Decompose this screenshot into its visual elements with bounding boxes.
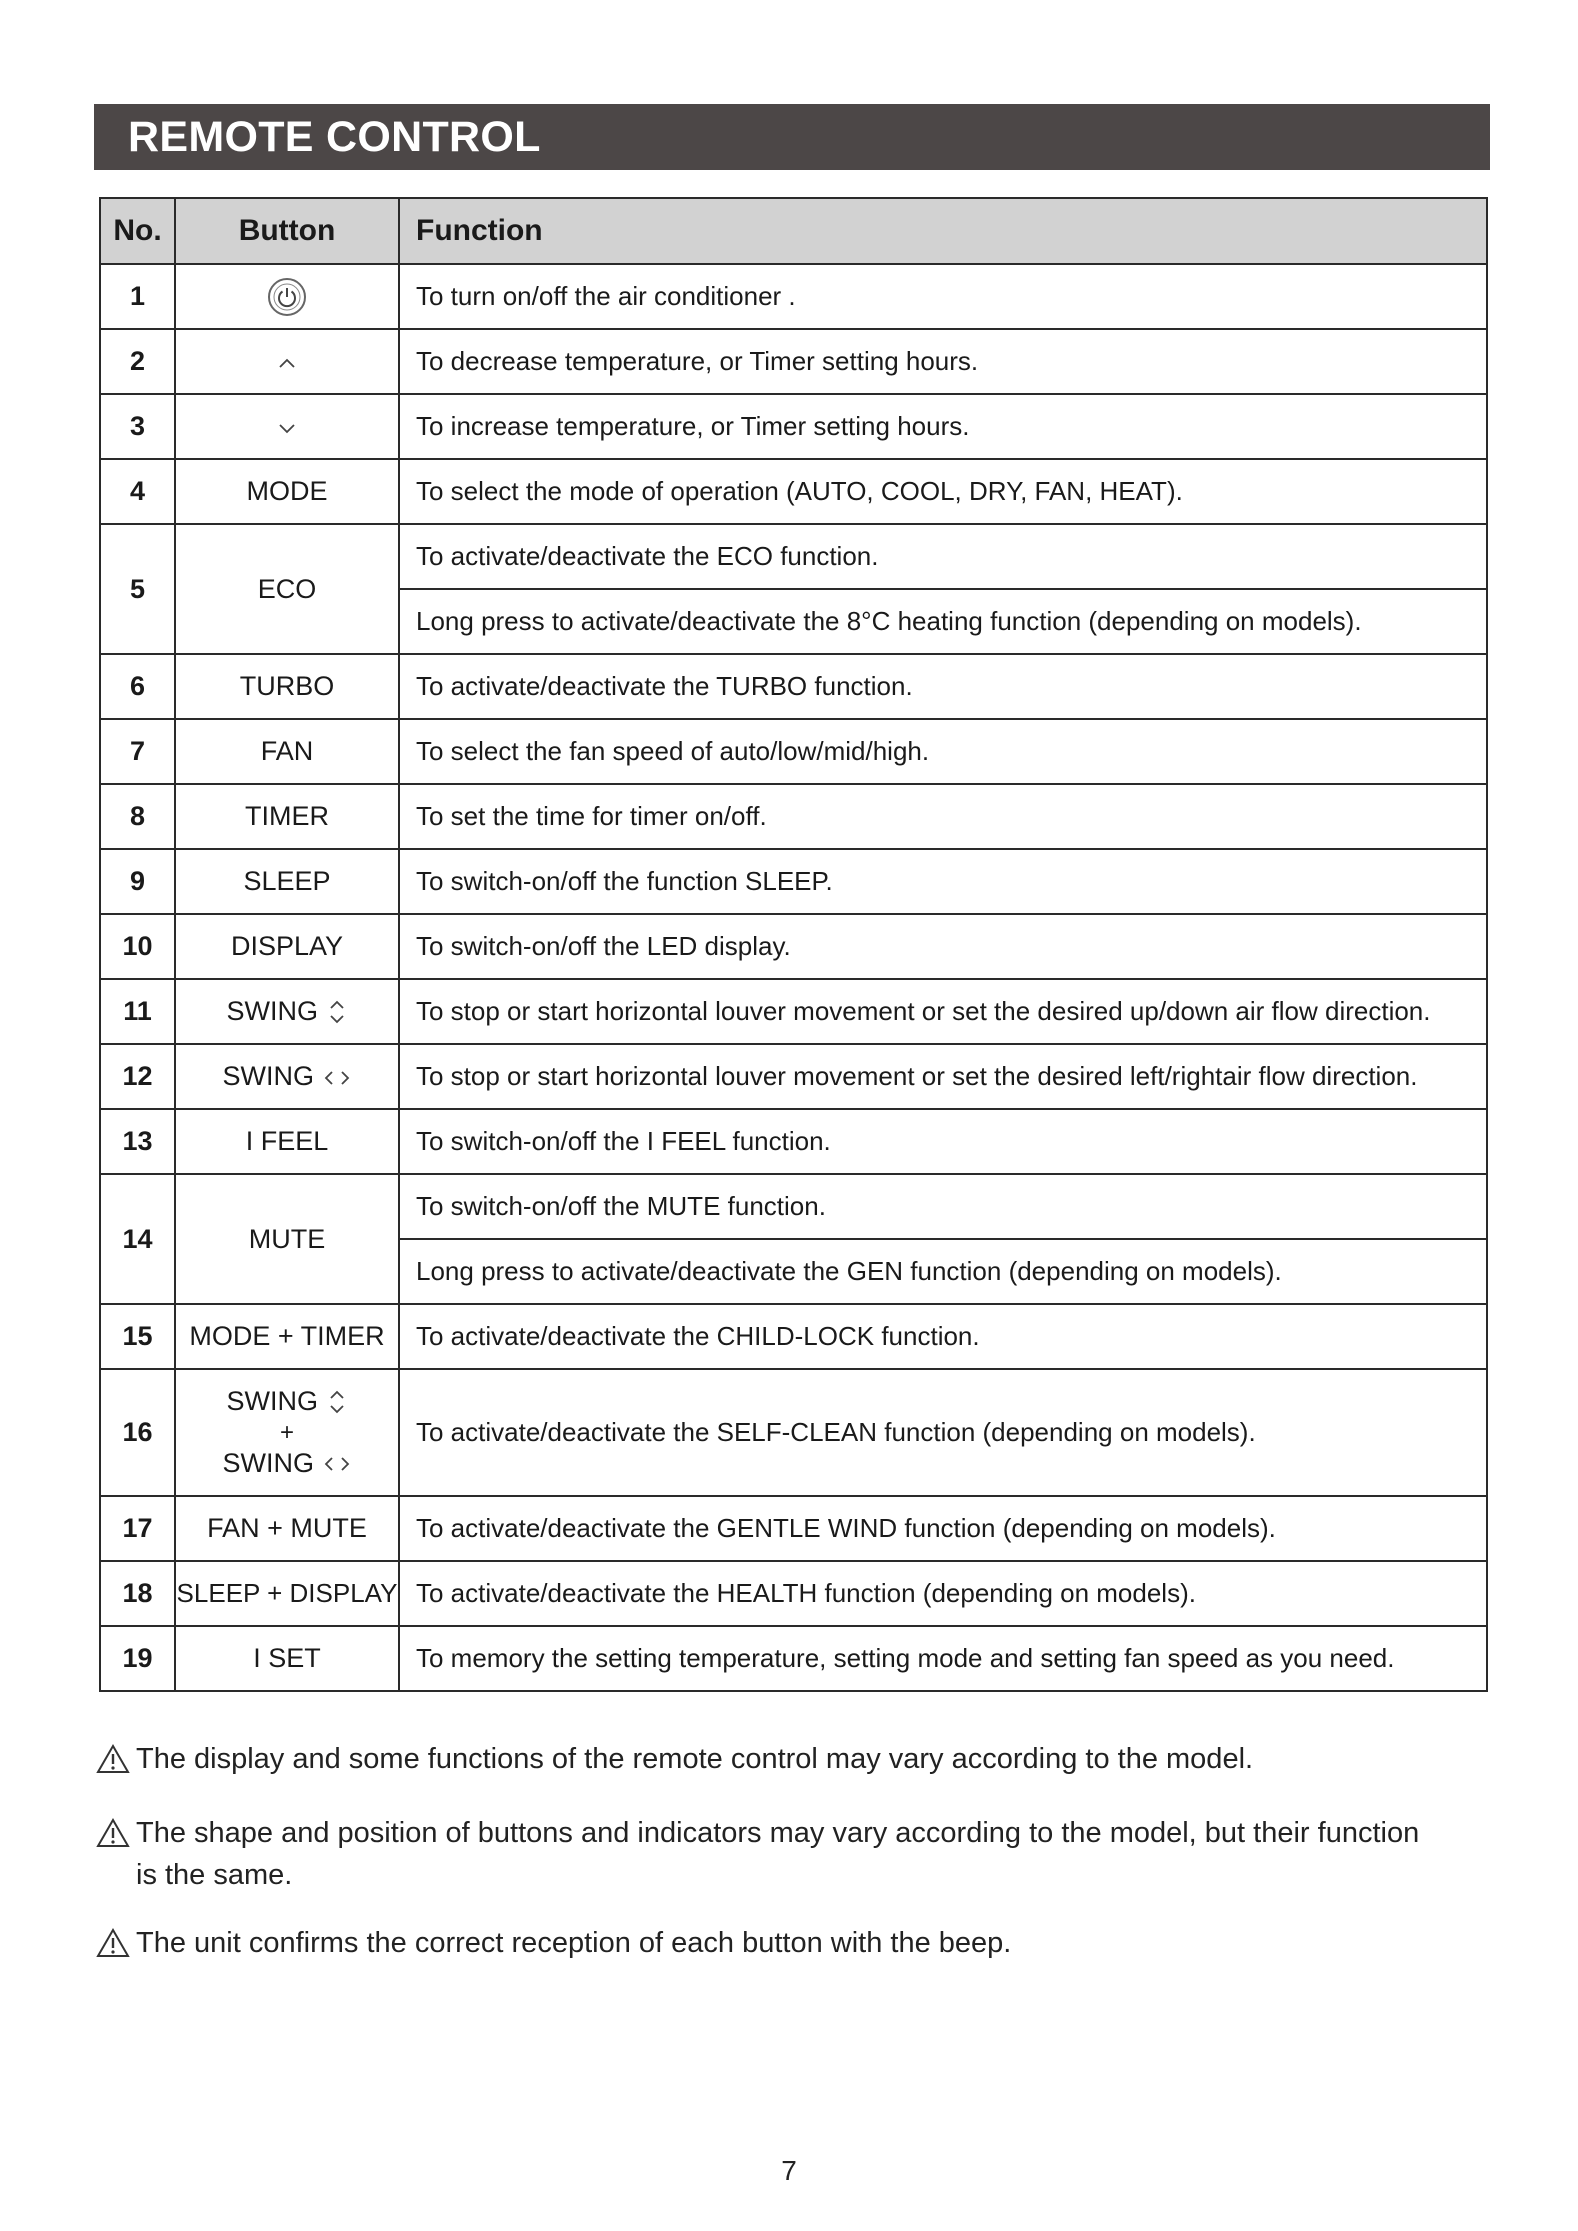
function-cell: To select the mode of operation (AUTO, COOL, DRY, FAN, HEAT). [399, 459, 1487, 524]
button-cell [175, 979, 399, 1044]
button-label: MODE + TIMER [175, 1304, 399, 1369]
row-number: 8 [100, 784, 175, 849]
table-row [100, 654, 1487, 719]
function-cell: To activate/deactivate the HEALTH function (depending on models). [399, 1561, 1487, 1626]
row-number: 13 [100, 1109, 175, 1174]
note-text: The shape and position of buttons and indicators may vary according to the model, but their function is the same. [136, 1817, 1420, 1891]
button-label: FAN [175, 719, 399, 784]
function-cell: To activate/deactivate the TURBO function. [399, 654, 1487, 719]
function-cell: To increase temperature, or Timer setting hours. [399, 394, 1487, 459]
row-number: 17 [100, 1496, 175, 1561]
warning-icon [96, 1922, 136, 1970]
button-combo-plus: + [279, 1418, 294, 1446]
power-icon [266, 280, 308, 310]
button-combo-top [176, 1383, 398, 1421]
swing-horizontal-icon [314, 1061, 352, 1091]
button-cell [175, 264, 399, 329]
function-cell: To stop or start horizontal louver movement or set the desired left/rightair flow direction. [399, 1044, 1487, 1109]
function-cell: To memory the setting temperature, setting mode and setting fan speed as you need. [399, 1626, 1487, 1691]
table-row [100, 979, 1487, 1044]
table-row [100, 914, 1487, 979]
function-cell: To switch-on/off the function SLEEP. [399, 849, 1487, 914]
button-label: MUTE [175, 1174, 399, 1304]
function-cell: To activate/deactivate the CHILD-LOCK function. [399, 1304, 1487, 1369]
table-row [100, 264, 1487, 329]
section-header [94, 104, 1490, 170]
button-label: DISPLAY [175, 914, 399, 979]
table-row [100, 1174, 1487, 1239]
row-number: 2 [100, 329, 175, 394]
function-cell: To stop or start horizontal louver movement or set the desired up/down air flow direction. [399, 979, 1487, 1044]
function-cell: To turn on/off the air conditioner . [399, 264, 1487, 329]
function-cell: To set the time for timer on/off. [399, 784, 1487, 849]
button-cell [175, 329, 399, 394]
column-header-button: Button [175, 198, 399, 264]
button-label: ECO [175, 524, 399, 654]
button-label: FAN + MUTE [175, 1496, 399, 1561]
row-number: 11 [100, 979, 175, 1044]
button-label: SWING [222, 1061, 314, 1091]
function-cell: Long press to activate/deactivate the 8°C heating function (depending on models). [399, 589, 1487, 654]
note-item [96, 1812, 1426, 1896]
swing-horizontal-icon [314, 1448, 352, 1478]
button-label: SWING [226, 1385, 318, 1416]
row-number: 16 [100, 1369, 175, 1496]
button-label: SWING [222, 1447, 314, 1478]
table-row [100, 1044, 1487, 1109]
button-cell [175, 394, 399, 459]
button-cell [175, 1044, 399, 1109]
row-number: 4 [100, 459, 175, 524]
button-combo-bottom [176, 1445, 398, 1483]
row-number: 15 [100, 1304, 175, 1369]
row-number: 3 [100, 394, 175, 459]
function-cell: To activate/deactivate the SELF-CLEAN function (depending on models). [399, 1369, 1487, 1496]
warning-icon [96, 1812, 136, 1860]
function-cell: To decrease temperature, or Timer setting hours. [399, 329, 1487, 394]
table-row [100, 1304, 1487, 1369]
note-text: The unit confirms the correct reception of each button with the beep. [136, 1927, 1012, 1959]
function-cell: To activate/deactivate the ECO function. [399, 524, 1487, 589]
table-header-row [100, 198, 1487, 264]
page-number: 7 [781, 2155, 797, 2186]
swing-vertical-icon [326, 996, 348, 1026]
button-label: SLEEP [175, 849, 399, 914]
column-header-function: Function [399, 198, 1487, 264]
function-cell: Long press to activate/deactivate the GEN function (depending on models). [399, 1239, 1487, 1304]
column-header-no: No. [100, 198, 175, 264]
function-cell: To activate/deactivate the GENTLE WIND function (depending on models). [399, 1496, 1487, 1561]
function-cell: To switch-on/off the LED display. [399, 914, 1487, 979]
row-number: 12 [100, 1044, 175, 1109]
chevron-up-icon [276, 346, 298, 376]
section-title: REMOTE CONTROL [128, 113, 541, 161]
function-cell: To switch-on/off the MUTE function. [399, 1174, 1487, 1239]
chevron-down-icon [276, 411, 298, 441]
row-number: 6 [100, 654, 175, 719]
table-row [100, 1561, 1487, 1626]
remote-control-table [99, 197, 1488, 1692]
button-cell [175, 1369, 399, 1496]
table-row [100, 459, 1487, 524]
button-label: I FEEL [175, 1109, 399, 1174]
row-number: 14 [100, 1174, 175, 1304]
table-row [100, 329, 1487, 394]
row-number: 10 [100, 914, 175, 979]
button-label: MODE [175, 459, 399, 524]
table-row [100, 1109, 1487, 1174]
note-item [96, 1738, 1426, 1786]
warning-icon [96, 1738, 136, 1786]
table-row [100, 719, 1487, 784]
table-row [100, 394, 1487, 459]
note-text: The display and some functions of the remote control may vary according to the model. [136, 1743, 1254, 1775]
row-number: 7 [100, 719, 175, 784]
swing-vertical-icon [326, 1386, 348, 1416]
row-number: 9 [100, 849, 175, 914]
button-label: TURBO [175, 654, 399, 719]
table-row [100, 1369, 1487, 1496]
row-number: 1 [100, 264, 175, 329]
table-row [100, 1626, 1487, 1691]
table-row [100, 849, 1487, 914]
button-label: SWING [226, 995, 318, 1026]
table-row [100, 1496, 1487, 1561]
table-row [100, 784, 1487, 849]
table-row [100, 524, 1487, 589]
note-item [96, 1922, 1426, 1970]
notes-section [96, 1738, 1426, 1996]
function-cell: To switch-on/off the I FEEL function. [399, 1109, 1487, 1174]
button-label: I SET [175, 1626, 399, 1691]
function-cell: To select the fan speed of auto/low/mid/high. [399, 719, 1487, 784]
row-number: 5 [100, 524, 175, 654]
button-label: TIMER [175, 784, 399, 849]
button-label: SLEEP + DISPLAY [175, 1561, 399, 1626]
row-number: 19 [100, 1626, 175, 1691]
row-number: 18 [100, 1561, 175, 1626]
